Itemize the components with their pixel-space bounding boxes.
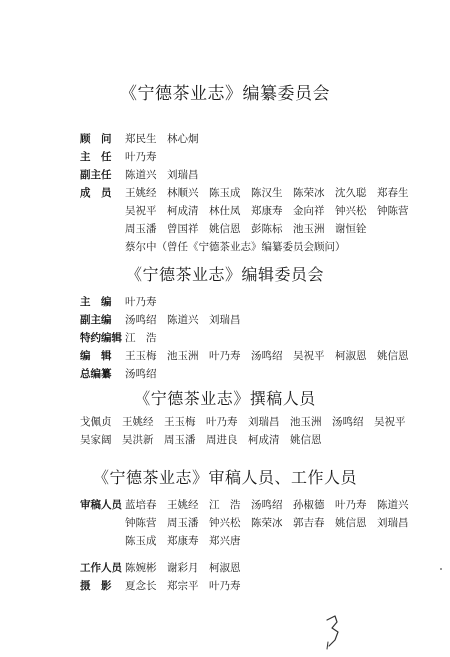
chief-editor-names: 叶乃寿	[125, 296, 157, 308]
writers-line-1: 戈佩贞 王姚经 王玉梅 叶乃寿 刘瑞昌 池玉洲 汤鸣绍 吴祝平	[80, 416, 406, 428]
deputy-editor-label: 副主编	[80, 314, 112, 326]
reviewers-names-1: 蓝培春 王姚经 江 浩 汤鸣绍 孙椒德 叶乃寿 陈道兴	[125, 499, 409, 511]
writers-line-2: 吴家阔 吴洪新 周玉潘 周进良 柯成清 姚信恩	[80, 434, 322, 446]
reviewers-title: 《宁德茶业志》审稿人员、工作人员	[92, 468, 357, 487]
general-editor-names: 汤鸣绍	[125, 368, 157, 380]
photography-names: 夏念长 郑宗平 叶乃寿	[125, 580, 241, 592]
editorial-committee-title: 《宁德茶业志》编辑委员会	[125, 265, 324, 284]
members-names-4: 蔡尔中（曾任《宁德茶业志》编纂委员会顾问）	[125, 241, 346, 253]
scan-speck	[440, 568, 442, 570]
director-names: 叶乃寿	[125, 151, 157, 163]
handwritten-page-mark	[323, 612, 351, 652]
compilation-committee-title: 《宁德茶业志》编纂委员会	[120, 84, 330, 104]
chief-editor-label: 主 编	[80, 296, 112, 308]
members-label: 成 员	[80, 187, 112, 199]
deputy-editor-names: 汤鸣绍 陈道兴 刘瑞昌	[125, 314, 241, 326]
reviewers-label: 审稿人员	[80, 499, 122, 511]
members-names-2: 吴祝平 柯成清 林仕凤 郑康寿 金向祥 钟兴松 钟陈营	[125, 205, 409, 217]
special-editor-names: 江 浩	[125, 332, 157, 344]
advisor-label: 顾 问	[80, 133, 112, 145]
photography-label: 摄 影	[80, 580, 112, 592]
editors-names: 王玉梅 池玉洲 叶乃寿 汤鸣绍 吴祝平 柯淑恩 姚信恩	[125, 350, 409, 362]
editors-label: 编 辑	[80, 350, 112, 362]
members-names-1: 王姚经 林顺兴 陈玉成 陈汉生 陈荣冰 沈久聪 郑春生	[125, 187, 409, 199]
vice-director-names: 陈道兴 刘瑞昌	[125, 169, 199, 181]
reviewers-names-2: 钟陈营 周玉潘 钟兴松 陈荣冰 郭吉春 姚信恩 刘瑞昌	[125, 517, 409, 529]
reviewers-names-3: 陈玉成 郑康寿 郑兴唐	[125, 535, 241, 547]
general-editor-label: 总编纂	[80, 368, 112, 380]
vice-director-label: 副主任	[80, 169, 112, 181]
staff-label: 工作人员	[80, 562, 122, 574]
members-names-3: 周玉潘 曾国祥 姚信恩 彭陈标 池玉洲 谢恒铨	[125, 223, 367, 235]
writers-title: 《宁德茶业志》撰稿人员	[134, 389, 316, 408]
advisor-names: 郑民生 林心炯	[125, 133, 199, 145]
director-label: 主 任	[80, 151, 112, 163]
staff-names: 陈婉彬 谢彩月 柯淑恩	[125, 562, 241, 574]
special-editor-label: 特约编辑	[80, 332, 122, 344]
